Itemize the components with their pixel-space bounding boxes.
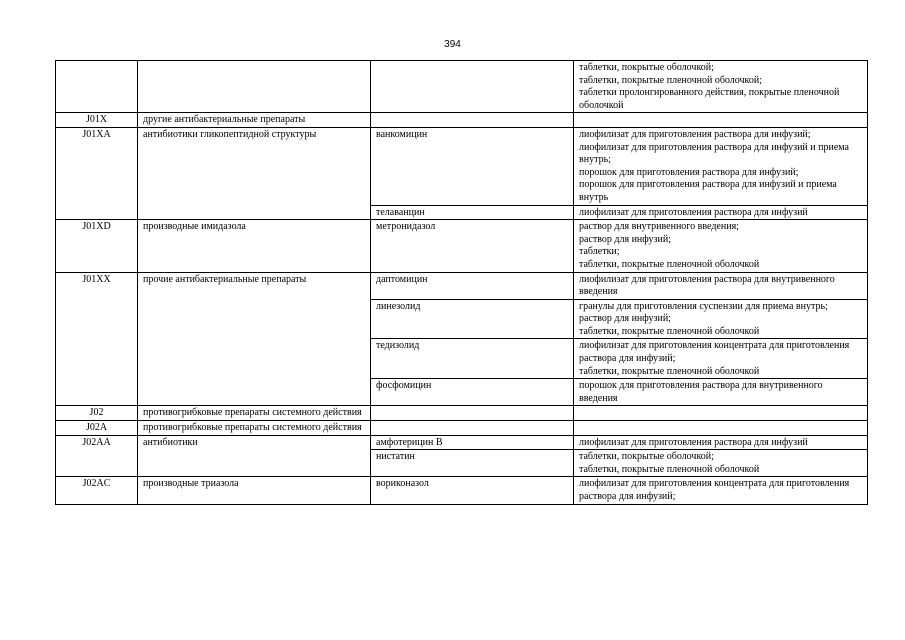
drug-name xyxy=(371,421,574,436)
drug-name: амфотерицин В xyxy=(371,435,574,450)
dosage-form: таблетки, покрытые пленочной оболочкой xyxy=(579,463,760,475)
atc-code: J02 xyxy=(56,406,138,421)
dosage-form: гранулы для приготовления суспензии для приема внутрь; xyxy=(579,300,828,312)
dosage-form: лиофилизат для приготовления раствора для инфузий xyxy=(579,436,808,448)
group-name: антибиотики гликопептидной структуры xyxy=(138,127,371,219)
dosage-form: лиофилизат для приготовления концентрата для приготовления раствора для инфузий; xyxy=(579,478,850,502)
group-name: антибиотики xyxy=(138,435,371,477)
drug-name: нистатин xyxy=(371,450,574,477)
atc-code xyxy=(56,61,138,113)
dosage-form: порошок для приготовления раствора для внутривенного введения xyxy=(579,380,823,404)
atc-code: J02A xyxy=(56,421,138,436)
drug-name xyxy=(371,406,574,421)
dosage-form: раствор для внутривенного введения; xyxy=(579,221,739,233)
drug-name: линезолид xyxy=(371,299,574,339)
atc-code: J01XA xyxy=(56,127,138,219)
table-row xyxy=(56,220,868,272)
dosage-form: таблетки; xyxy=(579,246,620,258)
dosage-form: лиофилизат для приготовления раствора для инфузий xyxy=(579,206,808,218)
atc-code: J02AC xyxy=(56,477,138,504)
dosage-form: таблетки, покрытые пленочной оболочкой; xyxy=(579,74,763,86)
dosage-form: лиофилизат для приготовления раствора для внутривенного введения xyxy=(579,273,835,298)
drug-table xyxy=(55,60,868,505)
dosage-forms xyxy=(574,205,868,220)
dosage-forms xyxy=(574,220,868,272)
dosage-forms xyxy=(574,477,868,504)
atc-code: J01XX xyxy=(56,272,138,406)
dosage-forms xyxy=(574,127,868,205)
dosage-forms xyxy=(574,113,868,128)
dosage-forms xyxy=(574,406,868,421)
dosage-form: таблетки, покрытые пленочной оболочкой xyxy=(579,365,760,377)
dosage-form: таблетки, покрытые оболочкой; xyxy=(579,62,714,73)
drug-name: телаванцин xyxy=(371,205,574,220)
dosage-forms xyxy=(574,435,868,450)
group-name: прочие антибактериальные препараты xyxy=(138,272,371,406)
dosage-form: таблетки, покрытые оболочкой; xyxy=(579,451,714,463)
dosage-form: лиофилизат для приготовления раствора для инфузий; xyxy=(579,128,811,140)
group-name xyxy=(138,61,371,113)
dosage-forms xyxy=(574,379,868,406)
dosage-form: лиофилизат для приготовления раствора для инфузий и приема внутрь; xyxy=(579,141,849,166)
table-row xyxy=(56,127,868,205)
drug-name xyxy=(371,61,574,113)
drug-name: даптомицин xyxy=(371,272,574,299)
dosage-form: таблетки, покрытые пленочной оболочкой xyxy=(579,258,760,270)
drug-name: фосфомицин xyxy=(371,379,574,406)
dosage-form: раствор для инфузий; xyxy=(579,313,671,325)
dosage-forms xyxy=(574,299,868,339)
group-name: противогрибковые препараты системного действия xyxy=(138,406,371,421)
table-row xyxy=(56,272,868,299)
drug-name: вориконазол xyxy=(371,477,574,504)
drug-name: метронидазол xyxy=(371,220,574,272)
dosage-form: таблетки, покрытые пленочной оболочкой xyxy=(579,325,760,337)
drug-name: ванкомицин xyxy=(371,127,574,205)
dosage-forms xyxy=(574,421,868,436)
table-row xyxy=(56,421,868,436)
drug-name xyxy=(371,113,574,128)
dosage-form: таблетки пролонгированного действия, покрытые пленочной оболочкой xyxy=(579,87,840,111)
dosage-form: лиофилизат для приготовления концентрата для приготовления раствора для инфузий; xyxy=(579,340,850,365)
table-row xyxy=(56,477,868,504)
dosage-forms xyxy=(574,61,868,113)
dosage-form: порошок для приготовления раствора для инфузий и приема внутрь xyxy=(579,179,837,203)
atc-code: J01X xyxy=(56,113,138,128)
dosage-forms xyxy=(574,450,868,477)
group-name: противогрибковые препараты системного действия xyxy=(138,421,371,436)
group-name: производные имидазола xyxy=(138,220,371,272)
table-row xyxy=(56,113,868,128)
dosage-forms xyxy=(574,272,868,299)
atc-code: J01XD xyxy=(56,220,138,272)
dosage-form: порошок для приготовления раствора для инфузий; xyxy=(579,166,799,178)
table-row xyxy=(56,435,868,450)
group-name: производные триазола xyxy=(138,477,371,504)
table-row xyxy=(56,61,868,113)
table-row xyxy=(56,406,868,421)
dosage-form: раствор для инфузий; xyxy=(579,233,671,245)
atc-code: J02AA xyxy=(56,435,138,477)
page-number: 394 xyxy=(444,39,461,50)
group-name: другие антибактериальные препараты xyxy=(138,113,371,128)
dosage-forms xyxy=(574,339,868,379)
drug-name: тедизолид xyxy=(371,339,574,379)
